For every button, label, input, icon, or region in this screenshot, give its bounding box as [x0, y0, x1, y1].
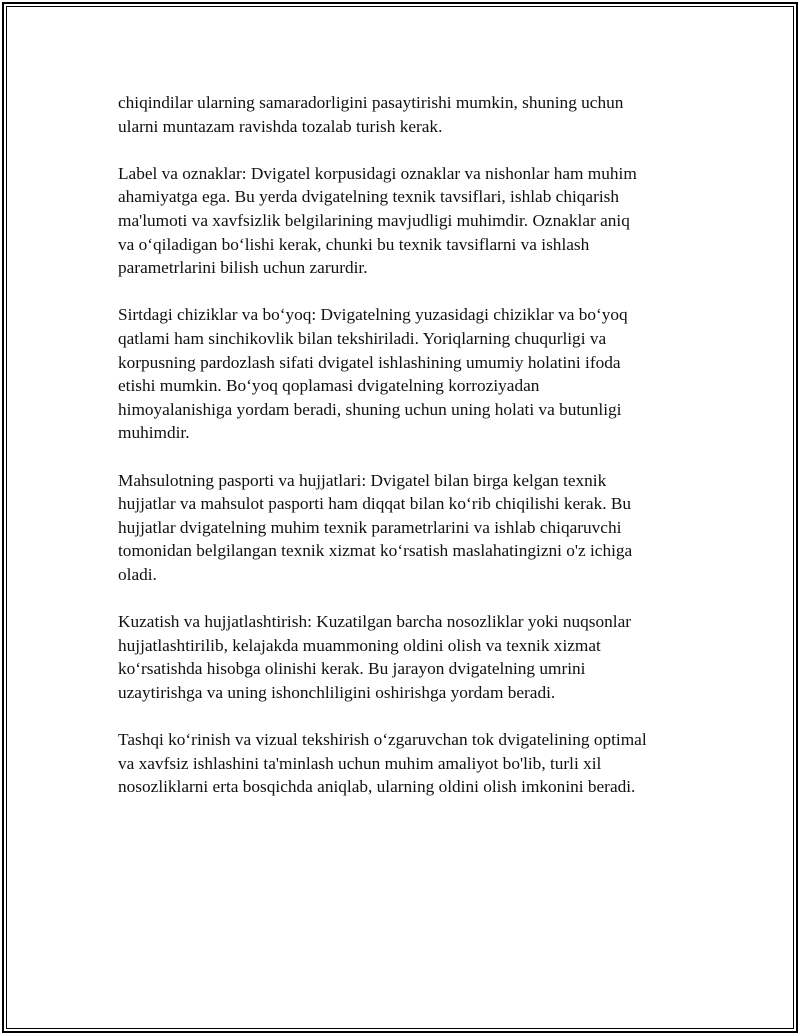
- paragraph-conclusion: Tashqi ko‘rinish va vizual tekshirish o‘zgaruvchan tok dvigatelining optimal va xavfsiz ishlashini ta'minlash uchun muhim amaliyot bo'lib, turli xil nosozliklarni erta bosqichda aniqlab, ularning oldini olish imkonini beradi.: [118, 730, 647, 797]
- paragraph-labels-markings: Label va oznaklar: Dvigatel korpusidagi oznaklar va nishonlar ham muhim ahamiyatga ega. Bu yerda dvigatelning texnik tavsiflari, ishlab chiqarish ma'lumoti va xavfsizlik belgilarining mavjudligi muhimdir. Oznaklar aniq va o‘qiladigan bo‘lishi kerak, chunki bu texnik tavsiflarni va ishlash parametrlarini bilish uchun zarurdir.: [118, 163, 637, 278]
- paragraph-continuation: chiqindilar ularning samaradorligini pasaytirishi mumkin, shuning uchun ularni muntazam ravishda tozalab turish kerak.: [118, 93, 624, 136]
- paragraph-observation-documentation: Kuzatish va hujjatlashtirish: Kuzatilgan barcha nosozliklar yoki nuqsonlar hujjatlashtirilib, kelajakda muammoning oldini olish va texnik xizmat ko‘rsatishda hisobga olinishi kerak. Bu jarayon dvigatelning umrini uzaytirishga va uning ishonchliligini oshirishga yordam beradi.: [118, 612, 632, 702]
- document-body: [118, 91, 708, 822]
- paragraph-passport-documents: Mahsulotning pasporti va hujjatlari: Dvigatel bilan birga kelgan texnik hujjatlar va mahsulot pasporti ham diqqat bilan ko‘rib chiqilishi kerak. Bu hujjatlar dvigatelning muhim texnik parametrlarini va ishlab chiqaruvchi tomonidan belgilangan texnik xizmat ko‘rsatish maslahatingizni o'z ichiga oladi.: [118, 470, 633, 584]
- paragraph-surface-paint: Sirtdagi chiziklar va bo‘yoq: Dvigatelning yuzasidagi chiziklar va bo‘yoq qatlami ham sinchikovlik bilan tekshiriladi. Yoriqlarning chuqurligi va korpusning pardozlash sifati dvigatel ishlashining umumiy holatini ifoda etishi mumkin. Bo‘yoq qoplamasi dvigatelning korroziyadan himoyalanishiga yordam beradi, shuning uchun uning holati va butunligi muhimdir.: [118, 305, 628, 443]
